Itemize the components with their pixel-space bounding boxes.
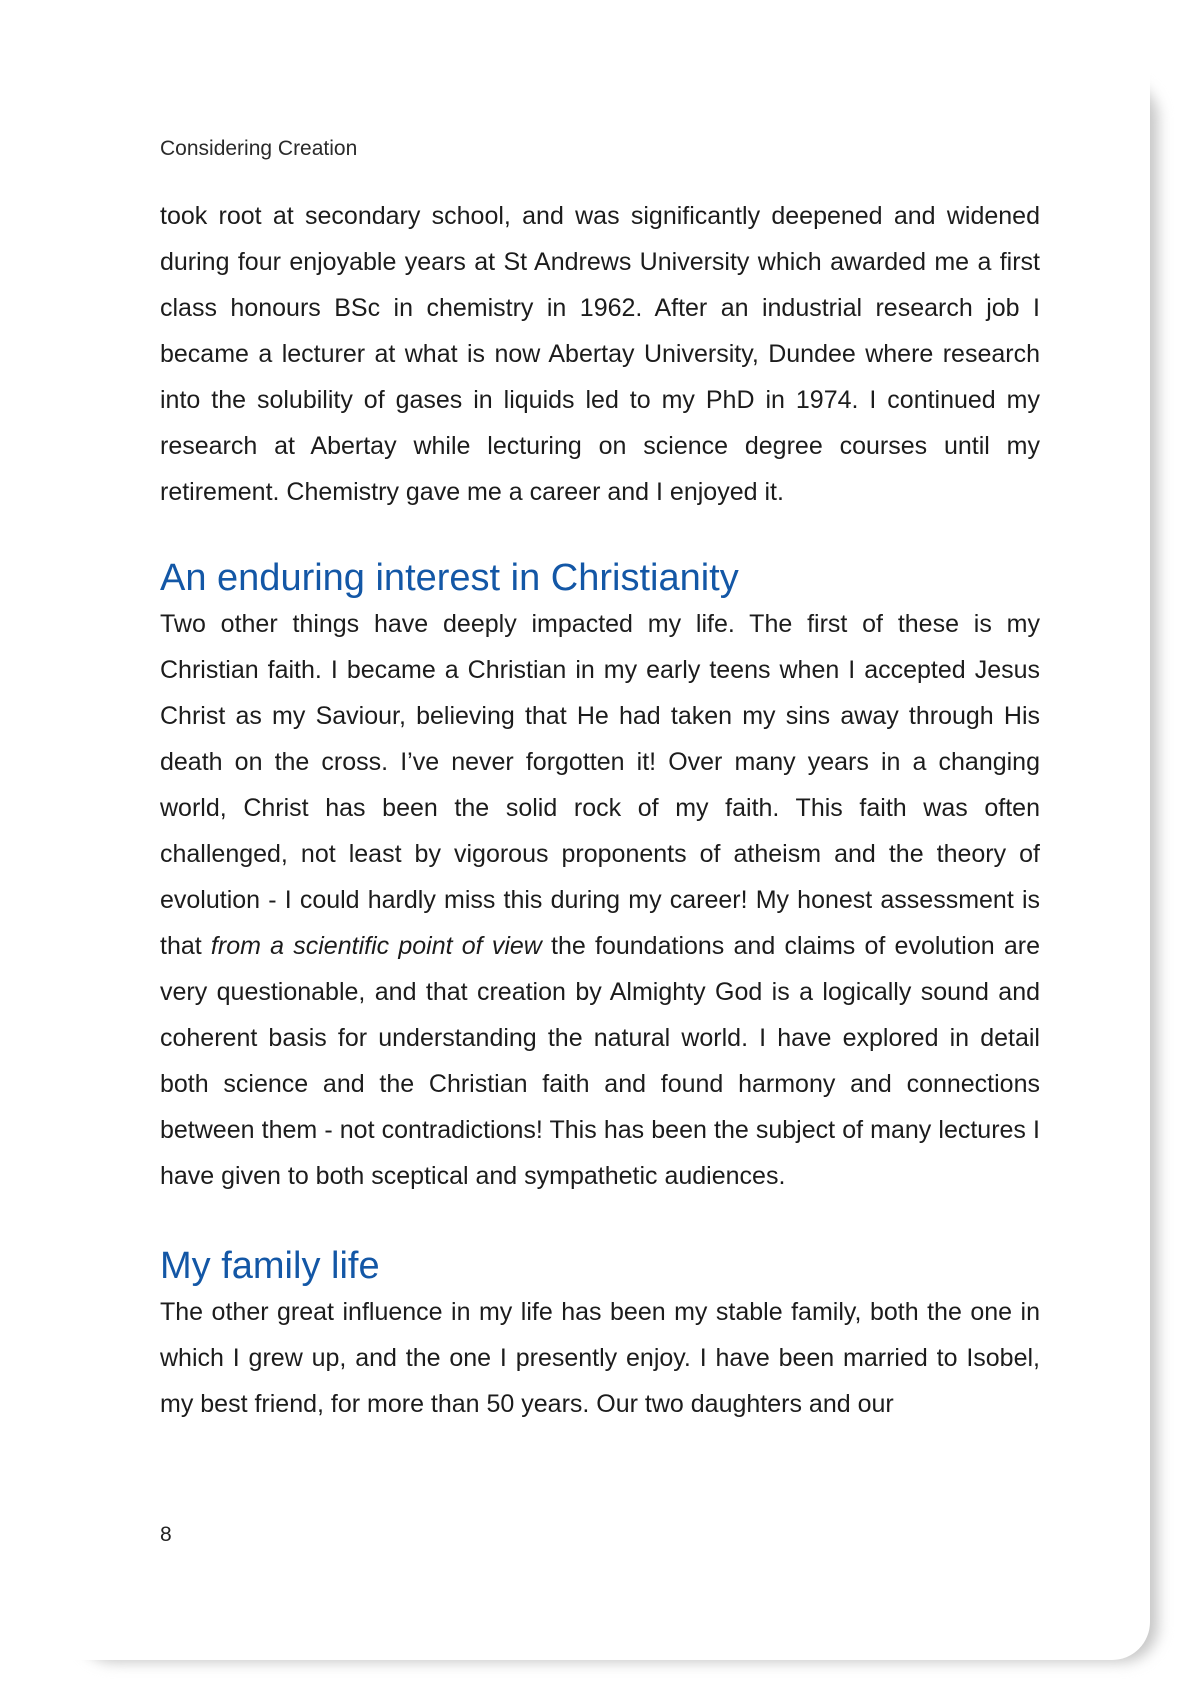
family-paragraph: The other great influence in my life has been my stable family, both the one in which I grew up, and the one I presently enjoy. I have been married to Isobel, my best friend, for more than 50 years. Our two daughters and our bbox=[160, 1298, 1040, 1418]
christianity-paragraph bbox=[160, 601, 1040, 1199]
christianity-paragraph-italic: from a scientific point of view bbox=[210, 932, 542, 960]
christianity-paragraph-start: Two other things have deeply impacted my life. The first of these is my Christian faith. I became a Christian in my early teens when I accepted Jesus Christ as my Saviour, believing that He had taken my sins away through His death on the cross. I’ve never forgotten it! Over many years in a changing world, Christ has been the solid rock of my faith. This faith was often challenged, not least by vigorous proponents of atheism and the theory of evolution - I could hardly miss this during my career! My honest assessment is that bbox=[160, 610, 1040, 960]
running-head: Considering Creation bbox=[160, 137, 358, 160]
christianity-paragraph-end: the foundations and claims of evolution are very questionable, and that creation by Almighty God is a logically sound and coherent basis for understanding the natural world. I have explored in detail both science and the Christian faith and found harmony and connections between them - not contradictions! This has been the subject of many lectures I have given to both sceptical and sympathetic audiences. bbox=[160, 932, 1040, 1190]
family-heading: My family life bbox=[160, 1245, 380, 1287]
page-content bbox=[160, 193, 1040, 1427]
page-number: 8 bbox=[160, 1523, 172, 1546]
christianity-heading: An enduring interest in Christianity bbox=[160, 557, 739, 599]
intro-paragraph: took root at secondary school, and was significantly deepened and widened during four enjoyable years at St Andrews University which awarded me a first class honours BSc in chemistry in 1962. After an industrial research job I became a lecturer at what is now Abertay University, Dundee where research into the solubility of gases in liquids led to my PhD in 1974. I continued my research at Abertay while lecturing on science degree courses until my retirement. Chemistry gave me a career and I enjoyed it. bbox=[160, 202, 1040, 506]
